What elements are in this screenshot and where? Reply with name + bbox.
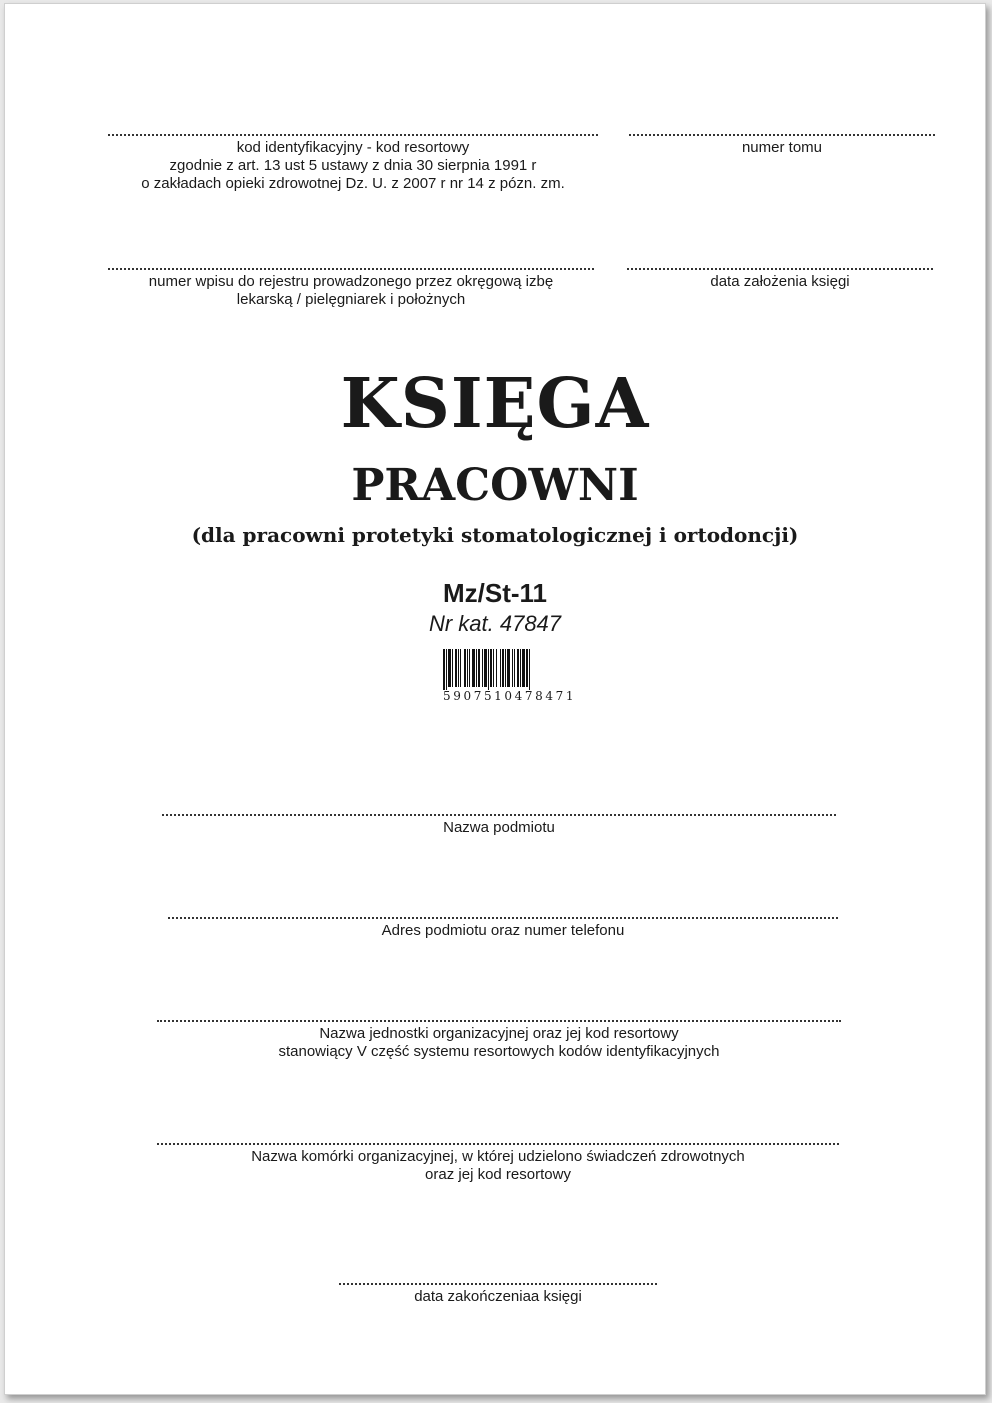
field-nazwa-jednostki[interactable]	[157, 1012, 841, 1061]
barcode-bar	[467, 649, 468, 687]
field-label: Adres podmiotu oraz numer telefonu	[381, 922, 625, 939]
barcode-bar	[458, 649, 459, 687]
barcode-bar	[490, 649, 492, 687]
barcode-bar	[500, 649, 501, 687]
field-label: data założenia księgi	[710, 273, 850, 290]
barcode-bar	[484, 649, 487, 687]
dotted-line	[108, 260, 594, 270]
field-label: zgodnie z art. 13 ust 5 ustawy z dnia 30 sierpnia 1991 r	[169, 157, 537, 174]
barcode-bar	[520, 649, 521, 687]
barcode-bar	[512, 649, 513, 687]
dotted-line	[629, 126, 935, 136]
barcode-bar	[482, 649, 483, 687]
barcode-bar	[493, 649, 494, 687]
dotted-line	[627, 260, 933, 270]
barcode-bar	[496, 649, 497, 687]
field-label: numer tomu	[741, 139, 823, 156]
barcode-bar	[476, 649, 477, 687]
barcode-bar	[464, 649, 466, 687]
document-subtitle: PRACOWNI	[351, 460, 639, 511]
field-label: Nazwa komórki organizacyjnej, w której udzielono świadczeń zdrowotnych	[251, 1148, 745, 1165]
document-description: (dla pracowni protetyki stomatologicznej i ortodoncji)	[191, 523, 799, 547]
field-label: Nazwa jednostki organizacyjnej oraz jej kod resortowy	[319, 1025, 679, 1042]
dotted-line	[108, 126, 598, 136]
barcode-bar	[522, 649, 525, 687]
barcode-bar	[443, 649, 445, 693]
field-kod-identyfikacyjny[interactable]	[108, 126, 598, 193]
field-adres-podmiotu[interactable]	[168, 909, 838, 940]
catalog-number: Nr kat. 47847	[428, 611, 562, 636]
barcode-bars	[441, 649, 591, 693]
barcode-bar	[488, 649, 489, 693]
barcode-bar	[448, 649, 451, 687]
barcode-bar	[455, 649, 457, 687]
dotted-line	[157, 1135, 839, 1145]
barcode-bar	[505, 649, 506, 687]
field-label: stanowiący V część systemu resortowych kodów identyfikacyjnych	[278, 1043, 720, 1060]
dotted-line	[162, 806, 836, 816]
barcode-bar	[472, 649, 475, 687]
barcode-bar	[507, 649, 510, 687]
barcode-digits: 5907510478471	[441, 690, 591, 703]
dotted-line	[168, 909, 838, 919]
field-label: lekarską / pielęgniarek i położnych	[236, 291, 466, 308]
field-label: Nazwa podmiotu	[443, 819, 555, 836]
barcode-bar	[517, 649, 519, 687]
barcode-bar	[460, 649, 461, 687]
barcode-bar	[529, 649, 530, 693]
barcode	[441, 649, 591, 701]
field-label: oraz jej kod resortowy	[425, 1166, 571, 1183]
barcode-bar	[478, 649, 480, 687]
barcode-bar	[446, 649, 447, 693]
field-data-zalozenia[interactable]	[627, 260, 933, 291]
field-label: data zakończeniaa księgi	[414, 1288, 582, 1305]
field-data-zakonczenia[interactable]	[339, 1275, 657, 1306]
field-label: kod identyfikacyjny - kod resortowy	[236, 139, 470, 156]
field-numer-wpisu[interactable]	[108, 260, 594, 309]
field-label: numer wpisu do rejestru prowadzonego przez okręgową izbę	[148, 273, 554, 290]
field-nazwa-podmiotu[interactable]	[162, 806, 836, 837]
barcode-bar	[469, 649, 470, 687]
dotted-line	[339, 1275, 657, 1285]
barcode-bar	[502, 649, 504, 687]
dotted-line	[157, 1012, 841, 1022]
field-nazwa-komorki[interactable]	[157, 1135, 839, 1184]
document-title: KSIĘGA	[340, 364, 650, 444]
barcode-bar	[526, 649, 528, 687]
barcode-bar	[514, 649, 515, 687]
field-numer-tomu[interactable]	[629, 126, 935, 157]
document-page	[4, 3, 986, 1395]
barcode-bar	[452, 649, 453, 687]
form-code: Mz/St-11	[442, 578, 548, 608]
field-label: o zakładach opieki zdrowotnej Dz. U. z 2007 r nr 14 z pózn. zm.	[141, 175, 565, 192]
